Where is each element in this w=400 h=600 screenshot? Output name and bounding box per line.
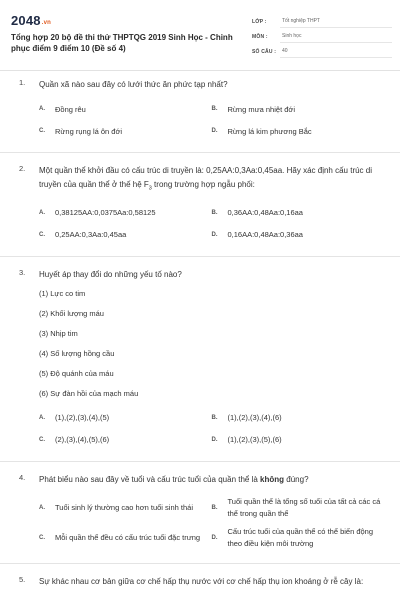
option-b[interactable] xyxy=(212,208,385,217)
option-letter: A. xyxy=(39,504,45,511)
divider xyxy=(0,461,400,462)
option-a[interactable] xyxy=(39,208,212,217)
option-text: (2),(3),(4),(5),(6) xyxy=(55,435,110,445)
answer-options xyxy=(39,202,384,246)
option-d[interactable] xyxy=(212,435,385,444)
option-letter: A. xyxy=(39,106,45,112)
meta-value: Sinh học xyxy=(280,31,392,43)
option-d[interactable] xyxy=(212,127,385,136)
option-text: Tuổi sinh lý thường cao hơn tuổi sinh thái xyxy=(55,502,193,512)
option-letter: B. xyxy=(211,414,218,421)
option-text: Cấu trúc tuổi của quần thể có thể biến động theo điều kiện môi trường xyxy=(227,526,374,548)
header xyxy=(0,0,400,71)
option-letter: A. xyxy=(39,209,45,216)
option-a[interactable] xyxy=(39,413,212,422)
option-text: Đồng rêu xyxy=(55,104,86,114)
factor-item: (2) Khối lượng máu xyxy=(39,308,104,318)
meta-row-class xyxy=(252,14,392,29)
answer-options xyxy=(39,493,384,553)
option-letter: D. xyxy=(211,534,218,541)
factor-item: (6) Sự đàn hồi của mạch máu xyxy=(39,388,139,398)
factor-item: (1) Lực co tim xyxy=(39,288,86,298)
option-letter: C. xyxy=(39,436,45,443)
option-text: Rừng rụng lá ôn đới xyxy=(55,126,123,136)
option-text: 0,36AA:0,48Aa:0,16aa xyxy=(227,208,303,218)
meta-value: Tốt nghiệp THPT xyxy=(280,16,392,28)
factor-item: (3) Nhịp tim xyxy=(39,328,78,338)
question-text-end: đúng? xyxy=(284,474,309,484)
option-c[interactable] xyxy=(39,532,212,544)
option-d[interactable] xyxy=(212,526,385,550)
option-text: (1),(2),(3),(4),(6) xyxy=(227,413,282,423)
meta-label: MÔN : xyxy=(252,33,268,40)
option-text: Mỗi quần thể đều có cấu trúc tuổi đặc trưng xyxy=(55,532,201,542)
meta-value: 40 xyxy=(280,46,392,58)
option-d[interactable] xyxy=(212,230,385,239)
option-text: 0,16AA:0,48Aa:0,36aa xyxy=(227,230,303,240)
question-number: 3. xyxy=(19,267,26,277)
document-title: Tổng hợp 20 bộ đề thi thử THPTQG 2019 Sinh Học - Chinh phục điểm 9 điểm 10 (Đề số 4) xyxy=(11,33,233,53)
question-text-start: Phát biểu nào sau đây về tuổi và cấu trúc tuổi của quần thể là xyxy=(39,474,261,484)
exam-meta xyxy=(252,14,392,59)
option-text: (1),(2),(3),(4),(5) xyxy=(55,413,110,423)
question-4 xyxy=(0,473,400,553)
option-a[interactable] xyxy=(39,502,212,514)
question-number: 5. xyxy=(19,574,26,584)
option-letter: D. xyxy=(211,128,218,134)
divider xyxy=(0,152,400,153)
question-list xyxy=(0,78,400,589)
subscript: 3 xyxy=(148,185,152,192)
option-letter: B. xyxy=(211,504,218,511)
option-b[interactable] xyxy=(212,496,385,520)
option-b[interactable] xyxy=(212,105,385,114)
option-letter: D. xyxy=(211,436,218,443)
option-text: 0,25AA:0,3Aa:0,45aa xyxy=(55,230,127,240)
question-text xyxy=(39,473,384,487)
site-logo[interactable] xyxy=(11,13,51,28)
question-number: 2. xyxy=(19,164,26,173)
option-letter: C. xyxy=(39,128,45,134)
option-c[interactable] xyxy=(39,230,212,239)
option-b[interactable] xyxy=(212,413,385,422)
question-text: Quần xã nào sau đây có lưới thức ăn phức tạp nhất? xyxy=(39,80,228,89)
meta-row-subject xyxy=(252,29,392,44)
option-text: Rừng mưa nhiệt đới xyxy=(227,104,295,114)
option-text: Rừng lá kim phương Bắc xyxy=(227,126,312,136)
option-letter: A. xyxy=(39,414,45,421)
factor-item: (4) Số lượng hồng cầu xyxy=(39,348,115,358)
question-text: Huyết áp thay đổi do những yếu tố nào? xyxy=(39,269,182,279)
divider xyxy=(0,256,400,257)
option-text: Tuổi quần thể là tổng số tuổi của tất cả các cá thể trong quần thể xyxy=(227,496,381,518)
question-text-end: trong trường hợp ngẫu phối: xyxy=(151,180,255,189)
question-3 xyxy=(0,268,400,451)
option-letter: B. xyxy=(211,106,218,112)
emphasis-text: không xyxy=(260,474,285,484)
meta-row-question-count xyxy=(252,44,392,59)
logo-suffix: .vn xyxy=(41,20,52,26)
option-letter: D. xyxy=(211,231,218,238)
meta-label: SỐ CÂU : xyxy=(252,48,277,55)
option-letter: C. xyxy=(39,534,45,541)
divider xyxy=(0,563,400,564)
question-number: 1. xyxy=(19,78,26,87)
option-letter: C. xyxy=(39,231,45,238)
question-text-start: Một quần thể khởi đầu có cấu trúc di truyền là: 0,25AA:0,3Aa:0,45aa. Hãy xác định cấu trúc di truyền của quần thể ở thế hệ F xyxy=(39,166,372,189)
answer-options xyxy=(39,98,384,142)
option-letter: B. xyxy=(211,209,218,216)
answer-options xyxy=(39,407,384,451)
question-number: 4. xyxy=(19,472,26,482)
meta-label: LỚP : xyxy=(252,18,267,25)
factor-item: (5) Độ quánh của máu xyxy=(39,368,114,378)
option-c[interactable] xyxy=(39,127,212,136)
option-a[interactable] xyxy=(39,105,212,114)
question-text: Sự khác nhau cơ bản giữa cơ chế hấp thụ nước với cơ chế hấp thụ ion khoáng ở rễ cây là: xyxy=(39,576,364,586)
option-text: (1),(2),(3),(5),(6) xyxy=(227,435,282,445)
question-5 xyxy=(0,575,400,589)
question-text xyxy=(39,164,384,196)
question-1 xyxy=(0,78,400,142)
option-c[interactable] xyxy=(39,435,212,444)
logo-main: 2048 xyxy=(11,13,41,28)
question-2 xyxy=(0,164,400,246)
option-text: 0,38125AA:0,0375Aa:0,58125 xyxy=(55,208,156,218)
